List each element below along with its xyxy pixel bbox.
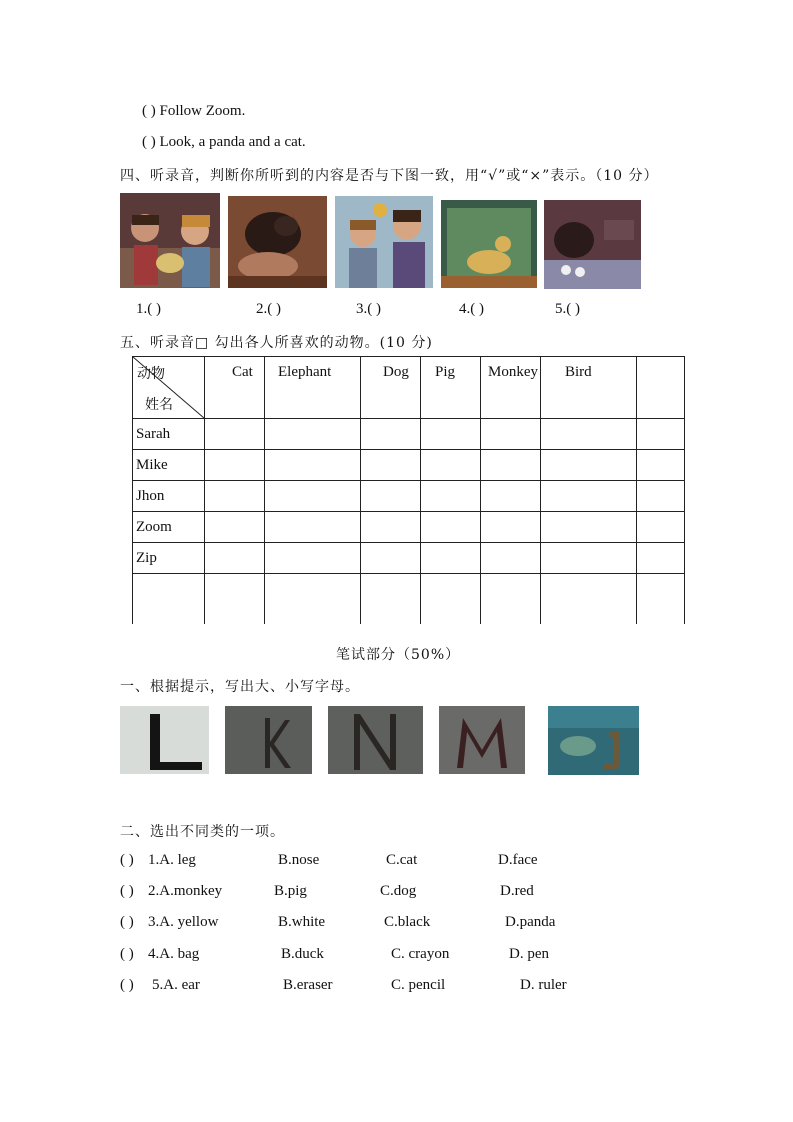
cell[interactable] bbox=[205, 543, 265, 574]
written2-title: 二、选出不同类的一项。 bbox=[120, 824, 285, 840]
row-name-mike: Mike bbox=[133, 450, 205, 481]
cell[interactable] bbox=[421, 512, 481, 543]
cell[interactable] bbox=[361, 450, 421, 481]
cell[interactable] bbox=[541, 543, 637, 574]
item-follow-zoom: ( ) Follow Zoom. bbox=[142, 103, 246, 119]
cell[interactable] bbox=[481, 481, 541, 512]
q3-option-a: 3.A. yellow bbox=[148, 914, 219, 930]
cell[interactable] bbox=[637, 481, 685, 512]
cell[interactable] bbox=[637, 419, 685, 450]
cell[interactable] bbox=[637, 543, 685, 574]
written-part-heading: 笔试部分（50%） bbox=[336, 647, 461, 663]
answer-3: 3.( ) bbox=[356, 301, 381, 317]
answer-5: 5.( ) bbox=[555, 301, 580, 317]
cell[interactable] bbox=[541, 419, 637, 450]
row-name-zoom: Zoom bbox=[133, 512, 205, 543]
picture-1-children bbox=[120, 193, 220, 288]
q3-option-c: C.black bbox=[384, 914, 431, 930]
cell[interactable] bbox=[265, 543, 361, 574]
cell[interactable] bbox=[361, 512, 421, 543]
q5-option-c: C. pencil bbox=[391, 977, 446, 993]
cell bbox=[637, 574, 685, 625]
q1-option-b: B.nose bbox=[278, 852, 320, 868]
cell[interactable] bbox=[205, 450, 265, 481]
q1-option-d: D.face bbox=[498, 852, 538, 868]
col-header-monkey: Monkey bbox=[488, 364, 538, 380]
cell[interactable] bbox=[481, 450, 541, 481]
picture-2-animal bbox=[228, 196, 327, 288]
cell[interactable] bbox=[265, 419, 361, 450]
cell[interactable] bbox=[361, 481, 421, 512]
cell[interactable] bbox=[481, 419, 541, 450]
cell[interactable] bbox=[637, 450, 685, 481]
cell[interactable] bbox=[205, 512, 265, 543]
cell[interactable] bbox=[421, 543, 481, 574]
q4-option-b: B.duck bbox=[281, 946, 324, 962]
answer-2: 2.( ) bbox=[256, 301, 281, 317]
q4-option-a: 4.A. bag bbox=[148, 946, 200, 962]
q1-option-a: 1.A. leg bbox=[148, 852, 196, 868]
cell bbox=[541, 574, 637, 625]
cell[interactable] bbox=[637, 512, 685, 543]
row-name-zip: Zip bbox=[133, 543, 205, 574]
animal-preference-table bbox=[132, 356, 685, 624]
cell[interactable] bbox=[265, 512, 361, 543]
written1-title: 一、根据提示，写出大、小写字母。 bbox=[120, 679, 360, 695]
col-header-elephant: Elephant bbox=[278, 364, 332, 380]
q4-option-d: D. pen bbox=[509, 946, 549, 962]
corner-cell bbox=[133, 357, 205, 419]
col-header-cat: Cat bbox=[232, 364, 253, 380]
q2-option-b: B.pig bbox=[274, 883, 307, 899]
cell[interactable] bbox=[265, 450, 361, 481]
cell[interactable] bbox=[205, 481, 265, 512]
q5-option-b: B.eraser bbox=[283, 977, 333, 993]
picture-4-duck bbox=[441, 200, 537, 288]
cell bbox=[481, 574, 541, 625]
q2-option-c: C.dog bbox=[380, 883, 417, 899]
picture-3-boys bbox=[335, 196, 433, 288]
letter-card-L bbox=[120, 706, 209, 774]
item-look-panda-cat: ( ) Look, a panda and a cat. bbox=[142, 134, 306, 150]
row-name-sarah: Sarah bbox=[133, 419, 205, 450]
answer-4: 4.( ) bbox=[459, 301, 484, 317]
letter-card-M bbox=[439, 706, 525, 774]
cell[interactable] bbox=[481, 512, 541, 543]
q5-option-d: D. ruler bbox=[520, 977, 567, 993]
cell[interactable] bbox=[205, 419, 265, 450]
q3-paren[interactable]: ( ) bbox=[120, 914, 134, 930]
cell[interactable] bbox=[361, 543, 421, 574]
q2-option-a: 2.A.monkey bbox=[148, 883, 223, 899]
picture-5-animal bbox=[544, 200, 641, 289]
cell[interactable] bbox=[541, 450, 637, 481]
corner-top-label: 动物 bbox=[137, 366, 165, 382]
letter-card-J bbox=[548, 706, 639, 775]
cell bbox=[421, 574, 481, 625]
q5-paren[interactable]: ( ) bbox=[120, 977, 134, 993]
q4-paren[interactable]: ( ) bbox=[120, 946, 134, 962]
col-header-dog: Dog bbox=[383, 364, 409, 380]
col-header-bird: Bird bbox=[565, 364, 592, 380]
cell[interactable] bbox=[541, 512, 637, 543]
cell[interactable] bbox=[421, 419, 481, 450]
cell bbox=[133, 574, 205, 625]
cell[interactable] bbox=[421, 450, 481, 481]
q2-option-d: D.red bbox=[500, 883, 534, 899]
cell[interactable] bbox=[265, 481, 361, 512]
q3-option-b: B.white bbox=[278, 914, 326, 930]
cell[interactable] bbox=[541, 481, 637, 512]
col-header-pig: Pig bbox=[435, 364, 456, 380]
cell bbox=[265, 574, 361, 625]
cell[interactable] bbox=[361, 419, 421, 450]
cell[interactable] bbox=[481, 543, 541, 574]
letter-card-K bbox=[225, 706, 312, 774]
answer-1: 1.( ) bbox=[136, 301, 161, 317]
letter-card-N bbox=[328, 706, 423, 774]
q2-paren[interactable]: ( ) bbox=[120, 883, 134, 899]
q3-option-d: D.panda bbox=[505, 914, 556, 930]
cell bbox=[361, 574, 421, 625]
q4-option-c: C. crayon bbox=[391, 946, 450, 962]
section5-title: 五、听录音□ 勾出各人所喜欢的动物。(10 分) bbox=[120, 335, 433, 351]
cell bbox=[205, 574, 265, 625]
corner-bottom-label: 姓名 bbox=[145, 397, 173, 413]
col-header-blank bbox=[637, 357, 685, 419]
q5-option-a: 5.A. ear bbox=[152, 977, 200, 993]
cell[interactable] bbox=[421, 481, 481, 512]
q1-paren[interactable]: ( ) bbox=[120, 852, 134, 868]
row-name-jhon: Jhon bbox=[133, 481, 205, 512]
q1-option-c: C.cat bbox=[386, 852, 418, 868]
section4-title: 四、听录音，判断你所听到的内容是否与下图一致，用“√”或“×”表示。（10 分） bbox=[120, 168, 659, 184]
